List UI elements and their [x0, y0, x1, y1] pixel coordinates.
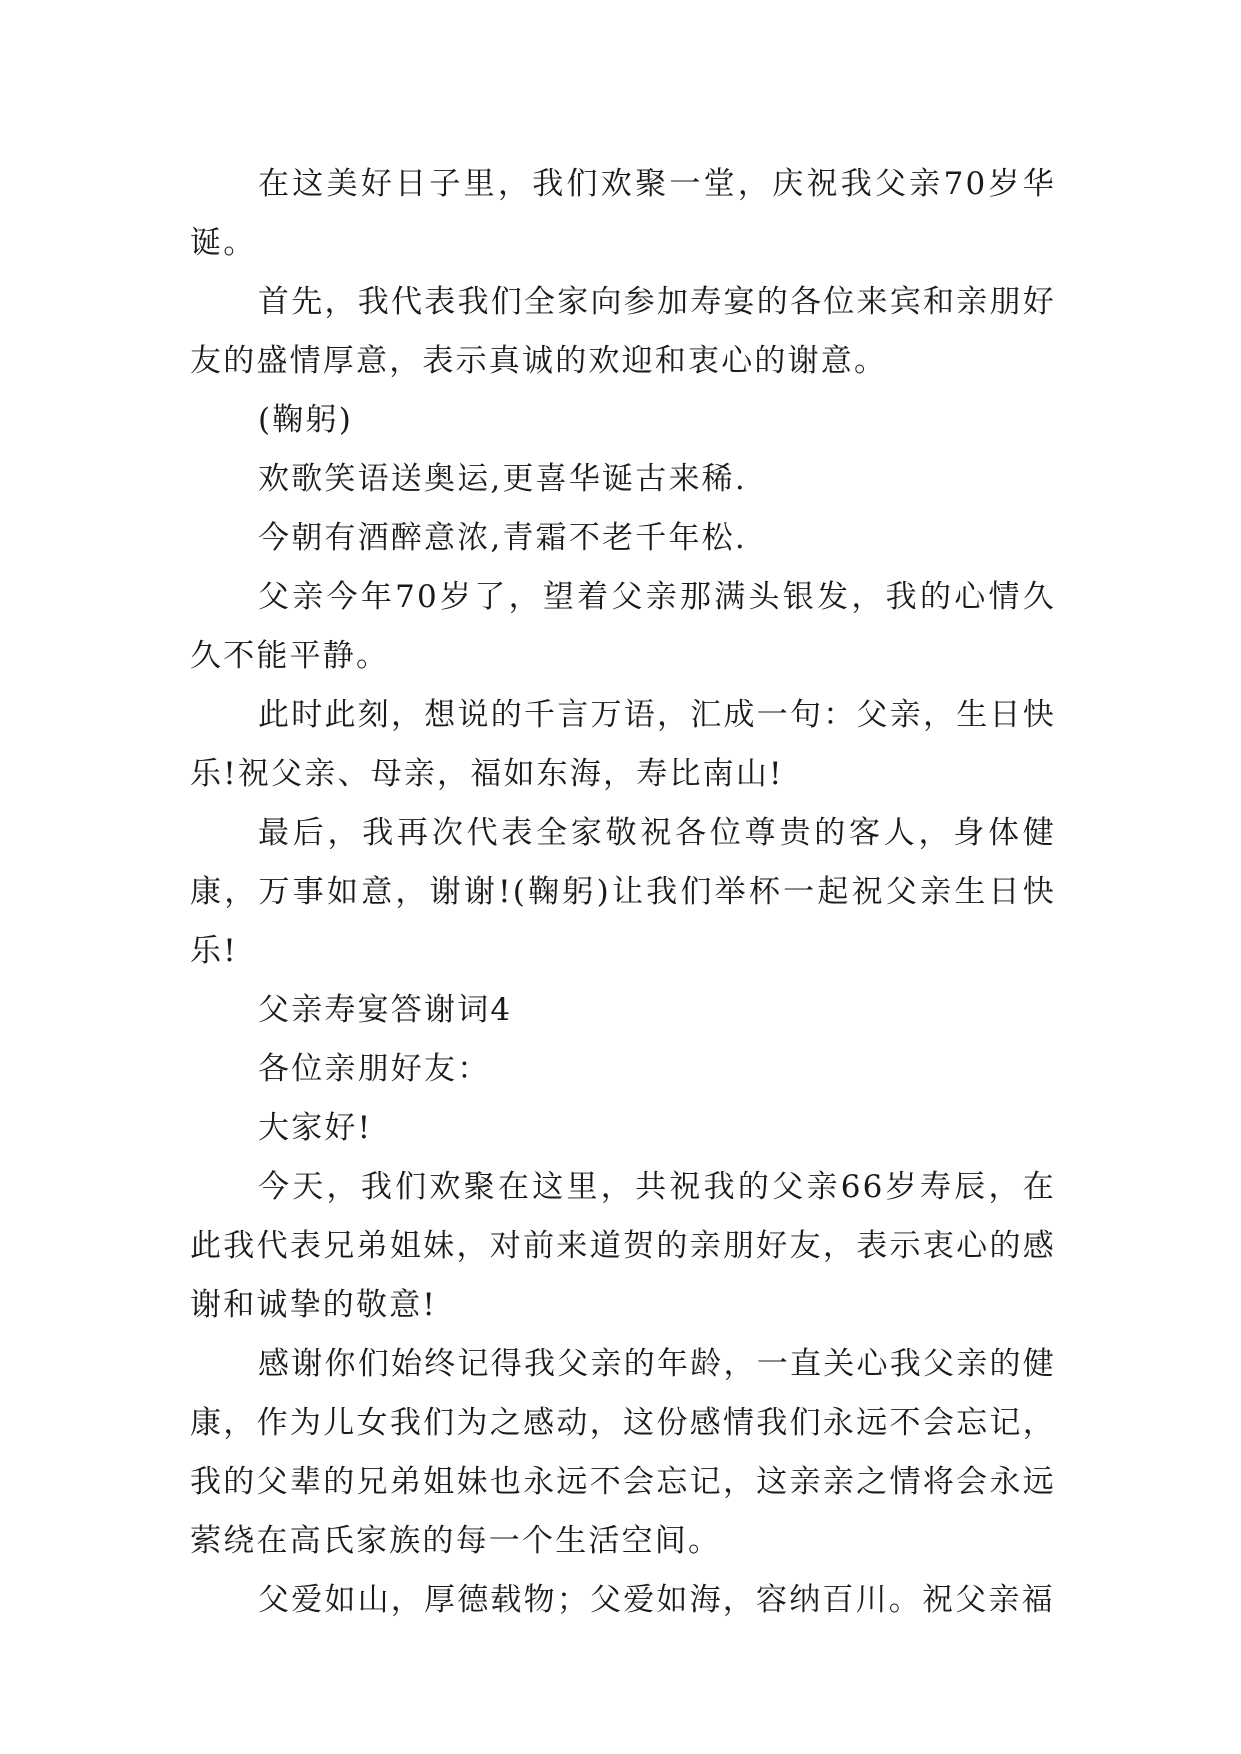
paragraph: 感谢你们始终记得我父亲的年龄，一直关心我父亲的健康，作为儿女我们为之感动，这份感情我们永远不会忘记，我的父辈的兄弟姐妹也永远不会忘记，这亲亲之情将会永远萦绕在高氏家族的每一个生活空间。 — [190, 1346, 1056, 1559]
paragraph: 最后，我再次代表全家敬祝各位尊贵的客人，身体健康，万事如意，谢谢!(鞠躬)让我们举杯一起祝父亲生日快乐! — [190, 815, 1056, 969]
paragraph: (鞠躬) — [258, 402, 353, 438]
paragraph: 父爱如山，厚德载物；父爱如海，容纳百川。祝父亲福 — [258, 1582, 1055, 1618]
paragraph: 首先，我代表我们全家向参加寿宴的各位来宾和亲朋好友的盛情厚意，表示真诚的欢迎和衷心的谢意。 — [190, 284, 1056, 379]
greeting: 大家好! — [258, 1110, 373, 1146]
paragraph: 欢歌笑语送奥运,更喜华诞古来稀. — [258, 461, 747, 497]
paragraph: 在这美好日子里，我们欢聚一堂，庆祝我父亲70岁华诞。 — [190, 166, 1056, 261]
section-heading: 父亲寿宴答谢词4 — [258, 992, 513, 1028]
paragraph: 此时此刻，想说的千言万语，汇成一句：父亲，生日快乐!祝父亲、母亲，福如东海，寿比南山! — [190, 697, 1056, 792]
paragraph: 今朝有酒醉意浓,青霜不老千年松. — [258, 520, 747, 556]
document-body — [190, 155, 1056, 1630]
salutation: 各位亲朋好友： — [258, 1051, 491, 1087]
paragraph: 父亲今年70岁了，望着父亲那满头银发，我的心情久久不能平静。 — [190, 579, 1056, 674]
paragraph: 今天，我们欢聚在这里，共祝我的父亲66岁寿辰，在此我代表兄弟姐妹，对前来道贺的亲朋好友，表示衷心的感谢和诚挚的敬意! — [190, 1169, 1056, 1323]
